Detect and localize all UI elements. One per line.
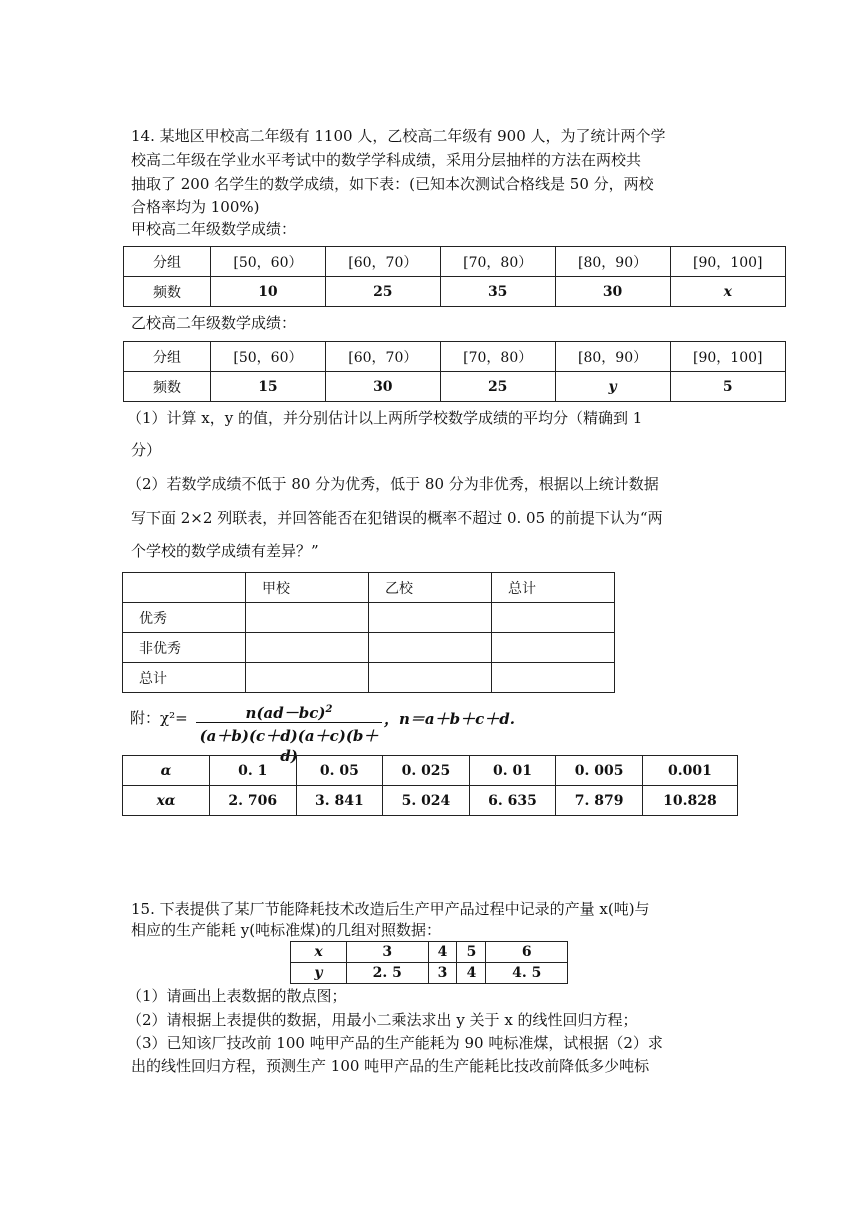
q14-line-2: 校高二年级在学业水平考试中的数学学科成绩，采用分层抽样的方法在两校共 (131, 151, 642, 169)
table-cell: [70，80） (440, 247, 555, 277)
table-cell: 10 (211, 277, 326, 307)
table-cell: 0. 025 (383, 756, 470, 786)
table-row (124, 372, 786, 402)
table-cell: 分组 (124, 342, 211, 372)
table-b-title: 乙校高二年级数学成绩： (131, 314, 297, 332)
critical-value-table (122, 755, 738, 816)
table-cell: 4 (457, 963, 486, 984)
table-cell: [80，90） (555, 342, 670, 372)
table-cell: [50，60） (211, 247, 326, 277)
table-cell (492, 663, 615, 693)
table-cell: 频数 (124, 277, 211, 307)
table-cell (123, 573, 246, 603)
table-cell: y (555, 372, 670, 402)
table-cell: x (670, 277, 786, 307)
table-cell: 3. 841 (296, 786, 383, 816)
table-cell: 甲校 (246, 573, 369, 603)
table-cell: 10.828 (642, 786, 737, 816)
table-row (123, 756, 738, 786)
table-cell: 7. 879 (556, 786, 643, 816)
table-a-title: 甲校高二年级数学成绩： (131, 220, 297, 238)
table-cell: 6 (486, 942, 568, 963)
table-row (123, 603, 615, 633)
table-row (123, 786, 738, 816)
q14-part2-line-1: （2）若数学成绩不低于 80 分为优秀，低于 80 分为非优秀，根据以上统计数据 (127, 475, 659, 493)
table-cell (246, 663, 369, 693)
q14-part2-line-3: 个学校的数学成绩有差异？” (131, 542, 319, 560)
table-cell: [60，70） (325, 247, 440, 277)
table-cell: 总计 (123, 663, 246, 693)
q15-part-2: （2）请根据上表提供的数据，用最小二乘法求出 y 关于 x 的线性回归方程； (127, 1011, 638, 1029)
table-cell: 6. 635 (469, 786, 556, 816)
table-cell: 0. 01 (469, 756, 556, 786)
table-cell: 35 (440, 277, 555, 307)
table-cell: 频数 (124, 372, 211, 402)
numerator-exponent: 2 (325, 704, 333, 715)
q15-part-1: （1）请画出上表数据的散点图； (127, 987, 347, 1005)
table-row (124, 342, 786, 372)
fraction-bar (196, 722, 382, 723)
school-a-score-table (123, 246, 786, 307)
table-cell (492, 603, 615, 633)
table-cell (369, 663, 492, 693)
table-cell: 优秀 (123, 603, 246, 633)
table-row (123, 573, 615, 603)
table-cell (492, 633, 615, 663)
table-cell (369, 603, 492, 633)
contingency-table (122, 572, 615, 693)
q14-line-4: 合格率均为 100%) (131, 198, 260, 216)
formula-prefix: 附：χ²= (130, 709, 188, 727)
table-row (123, 663, 615, 693)
q15-line-2: 相应的生产能耗 y(吨标准煤)的几组对照数据： (131, 921, 441, 939)
table-cell: 30 (325, 372, 440, 402)
table-cell: α (123, 756, 210, 786)
q15-line-1: 15. 下表提供了某厂节能降耗技术改造后生产甲产品过程中记录的产量 x(吨)与 (131, 900, 650, 918)
table-cell: [50，60） (211, 342, 326, 372)
formula-suffix: ，n＝a＋b＋c＋d. (384, 710, 515, 728)
table-cell: 非优秀 (123, 633, 246, 663)
table-cell: [70，80） (440, 342, 555, 372)
table-cell: 4 (428, 942, 457, 963)
chi-square-fraction (196, 700, 382, 765)
table-cell: 5 (457, 942, 486, 963)
table-cell: 乙校 (369, 573, 492, 603)
table-cell: 0. 05 (296, 756, 383, 786)
table-cell: 2. 5 (347, 963, 429, 984)
table-cell: 5 (670, 372, 786, 402)
q14-line-3: 抽取了 200 名学生的数学成绩，如下表：(已知本次测试合格线是 50 分，两校 (131, 175, 654, 193)
q14-line-1: 14. 某地区甲校高二年级有 1100 人，乙校高二年级有 900 人，为了统计两个学 (131, 127, 666, 145)
table-cell: 0.001 (642, 756, 737, 786)
q15-part-3-cont: 出的线性回归方程，预测生产 100 吨甲产品的生产能耗比技改前降低多少吨标 (131, 1057, 650, 1075)
table-row (124, 247, 786, 277)
q14-part1-line-2: 分） (131, 441, 162, 459)
table-cell: 4. 5 (486, 963, 568, 984)
table-cell: y (291, 963, 347, 984)
table-row (291, 963, 568, 984)
table-cell (369, 633, 492, 663)
table-cell: 0. 005 (556, 756, 643, 786)
table-cell: 30 (555, 277, 670, 307)
q14-part2-line-2: 写下面 2×2 列联表，并回答能否在犯错误的概率不超过 0. 05 的前提下认为“两 (131, 509, 663, 527)
production-energy-table (290, 941, 568, 984)
q15-part-3: （3）已知该厂技改前 100 吨甲产品的生产能耗为 90 吨标准煤，试根据（2）求 (127, 1034, 663, 1052)
table-cell: 25 (440, 372, 555, 402)
table-row (291, 942, 568, 963)
table-cell (246, 603, 369, 633)
table-row (123, 633, 615, 663)
table-cell: 5. 024 (383, 786, 470, 816)
table-cell: 总计 (492, 573, 615, 603)
table-cell: 3 (428, 963, 457, 984)
table-cell: [80，90） (555, 247, 670, 277)
table-cell: [90，100] (670, 247, 786, 277)
table-cell: 分组 (124, 247, 211, 277)
table-cell: 2. 706 (210, 786, 297, 816)
table-cell (246, 633, 369, 663)
table-cell: 15 (211, 372, 326, 402)
table-cell: x (291, 942, 347, 963)
table-cell: [60，70） (325, 342, 440, 372)
table-cell: 3 (347, 942, 429, 963)
table-cell: 25 (325, 277, 440, 307)
table-cell: 0. 1 (210, 756, 297, 786)
table-row (124, 277, 786, 307)
fraction-denominator: (a＋b)(c＋d)(a＋c)(b＋d) (199, 727, 379, 765)
fraction-numerator (196, 700, 382, 720)
school-b-score-table (123, 341, 786, 402)
table-cell: xα (123, 786, 210, 816)
table-cell: [90，100] (670, 342, 786, 372)
numerator-text: n(ad－bc) (245, 704, 326, 722)
q14-part1-line-1: （1）计算 x，y 的值，并分别估计以上两所学校数学成绩的平均分（精确到 1 (127, 409, 643, 427)
